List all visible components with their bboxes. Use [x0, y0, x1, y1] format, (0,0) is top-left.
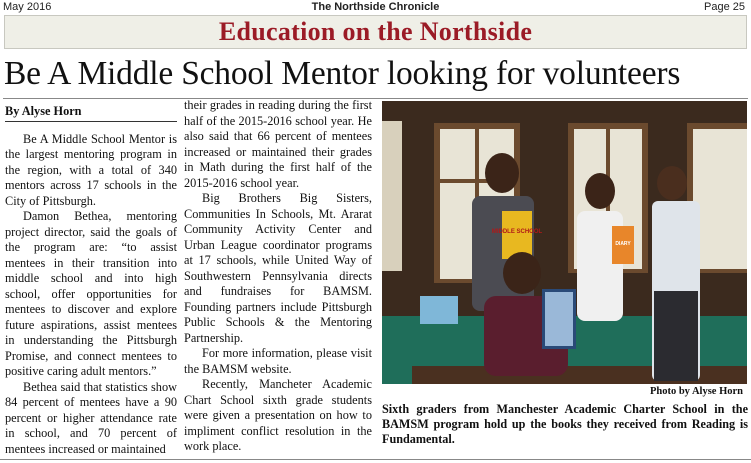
- book-title: MIDDLE SCHOOL: [491, 229, 543, 235]
- article-headline: Be A Middle School Mentor looking for volunteers: [4, 55, 681, 92]
- paragraph: Bethea said that statistics show 84 percent of mentees have a 90 percent or higher attendance rate in school, and 70 percent of mentees increased or maintained: [5, 379, 177, 456]
- section-banner: [4, 15, 747, 49]
- paragraph: Be A Middle School Mentor is the largest mentoring program in the region, with a total of 340 mentors across 17 schools in the City of Pittsburgh.: [5, 131, 177, 208]
- paragraph: Big Brothers Big Sisters, Communities In Schools, Mt. Ararat Community Activity Center and Urban League coordinator programs at 17 schools, while United Way of Southwestern Pennsylvania directs and fundraises for BAMSM. Founding partners include Pittsburgh Public Schools & the Mentoring Partnership.: [184, 191, 372, 345]
- publication-name: The Northside Chronicle: [311, 1, 440, 13]
- paragraph: Damon Bethea, mentoring project director, said the goals of the program are: “to assist mentees in their transition into middle school and into high school, offer opportunities for mentees to discover and explore future aspirations, assist mentees in understanding the Pittsburgh Promise, and connect mentees to positive caring adult mentors.”: [5, 209, 177, 378]
- headline-rule: [3, 98, 748, 99]
- article-column-1: [5, 104, 177, 457]
- page-header: [0, 0, 751, 15]
- paragraph: For more information, please visit the BAMSM website.: [184, 346, 372, 376]
- article-column-2: [184, 98, 372, 455]
- article-photo: [382, 101, 747, 384]
- paragraph: their grades in reading during the first half of the 2015-2016 school year. He also said that 66 percent of mentees increased or maintained their grades in Math during the first half of the 2015-2016 school year.: [184, 98, 372, 190]
- section-title: Education on the Northside: [218, 17, 533, 46]
- issue-date: May 2016: [3, 1, 52, 13]
- photo-caption: Sixth graders from Manchester Academic Charter School in the BAMSM program hold up the books they received from Reading is Fundamental.: [382, 402, 748, 446]
- page-number: Page 25: [704, 1, 745, 13]
- book-title: DIARY: [615, 241, 631, 247]
- byline: By Alyse Horn: [5, 104, 177, 122]
- paragraph: Recently, Mancheter Academic Chart School sixth grade students were given a presentation on how to impliment conflict resolution in the work place.: [184, 377, 372, 453]
- bottom-rule: [0, 459, 751, 460]
- photo-credit: Photo by Alyse Horn: [649, 386, 743, 397]
- photo-illustration: [382, 101, 747, 384]
